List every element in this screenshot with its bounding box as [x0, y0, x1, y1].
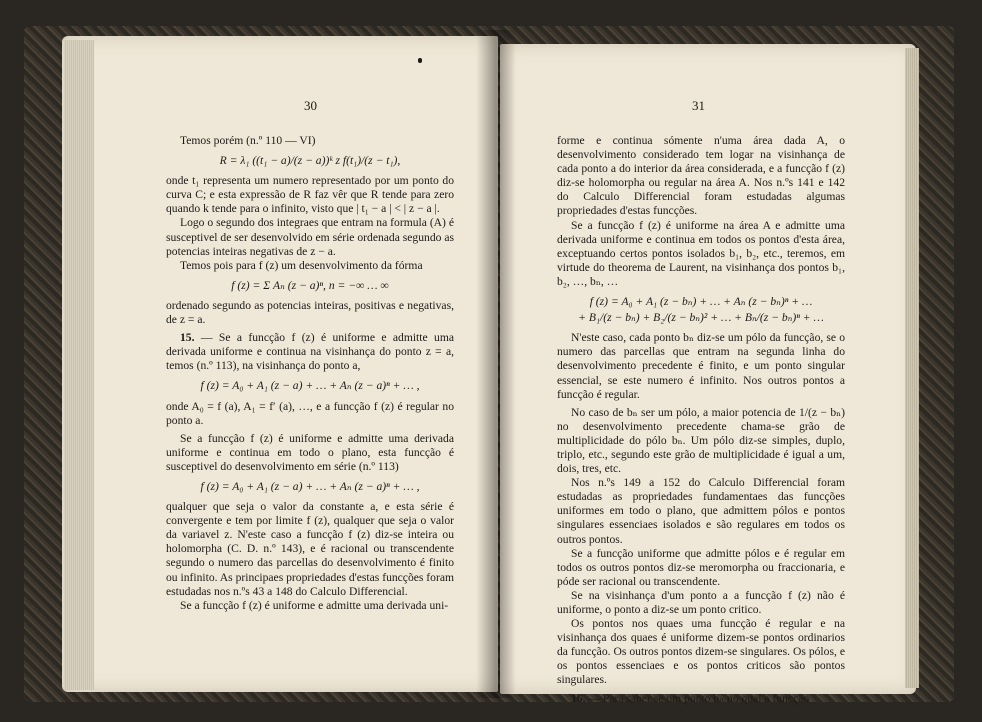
paragraph: Se a funcção f (z) é uniforme na área A e admitte uma derivada uniforme e continua em todos os pontos d'esta área, exceptuando certos pontos isolados b₁, b₂, etc., teremos, em virtude do theorema de Laurent, na visinhança dos pontos b₁, b₂, …, bₙ, …	[557, 218, 845, 288]
paragraph: Se a funcção uniforme que admitte pólos e é regular em todos os outros pontos diz-se meromorpha ou fraccionaria, e póde ser racional ou transcendente.	[557, 546, 845, 588]
right-page-edges	[905, 48, 919, 688]
formula-R: R = λ₁ ((t₁ − a)/(z − a))ᵏ z f(t₁)/(z − t₁),	[219, 154, 401, 168]
paragraph: N'este caso, cada ponto bₙ diz-se um pólo da funcção, se o numero das parcellas que entram na segunda linha do desenvolvimento precedente é finito, e um ponto singular essencial, se este numero é infinito. Nos outros pontos a funcção é regular.	[557, 331, 845, 401]
book-spine	[476, 30, 516, 698]
formula-sum: f (z) = Σ Aₙ (z − a)ⁿ, n = −∞ … ∞	[231, 278, 389, 292]
paragraph: Temos porém (n.º 110 — VI)	[180, 134, 316, 147]
section-16	[557, 692, 845, 706]
paragraph: ordenado segundo as potencias inteiras, positivas e negativas, de z = a.	[166, 298, 454, 327]
formula-taylor: f (z) = A₀ + A₁ (z − a) + … + Aₙ (z − a)ⁿ + … ,	[200, 379, 420, 393]
paragraph: Se a funcção f (z) é uniforme e admitte uma derivada uniforme e continua em todo o plano, esta funcção é susceptivel do desenvolvimento em série (n.º 113)	[166, 431, 454, 473]
page-number-left: 30	[304, 98, 317, 113]
section-text: — Para saber se um ponto bₙ no qual a funcção	[588, 691, 810, 705]
paragraph: qualquer que seja o valor da constante a, e esta série é convergente e tem por limite f (z), qualquer que seja o valor da variavel z. N'este caso a funcção f (z) diz-se inteira ou holomorpha (C. D. n.º 143), e é racional ou transcendente segundo o numero das parcellas do desenvolvimento é finito ou infinito. As principaes propriedades d'estas funcções foram estudadas nos n.ºs 43 a 148 do Calculo Differencial.	[166, 500, 454, 598]
formula-laurent-line-1: f (z) = A₀ + A₁ (z − bₙ) + … + Aₙ (z − bₙ)ⁿ + …	[589, 295, 813, 309]
paragraph: Nos n.ºs 149 a 152 do Calculo Differencial foram estudadas as propriedades fundamentaes das funcções uniformes em todo o plano, que admittem pólos e pontos singulares essenciaes isolados e são regulares em todos os outros pontos.	[557, 476, 845, 546]
left-page-edges	[64, 40, 94, 690]
formula-entire: f (z) = A₀ + A₁ (z − a) + … + Aₙ (z − a)ⁿ + … ,	[200, 479, 420, 493]
paragraph: Temos pois para f (z) um desenvolvimento da fórma	[180, 258, 423, 272]
section-number: 16.	[571, 691, 586, 705]
right-page-text	[557, 134, 845, 706]
paragraph: Logo o segundo dos integraes que entram na formula (A) é susceptivel de ser desenvolvido em série ordenada segundo as potencias inteiras negativas de z − a.	[166, 216, 454, 258]
paragraph: Os pontos nos quaes uma funcção é regular e na visinhança dos quaes é uniforme dizem-se pontos ordinarios da funcção. Os outros pontos dizem-se singulares. Os pólos, e os pontos essenciaes e os pontos criticos são pontos singulares.	[557, 617, 845, 687]
paragraph: No caso de bₙ ser um pólo, a maior potencia de 1/(z − bₙ) no desenvolvimento precedente chama-se grão de multiplicidade do pólo bₙ. Um pólo diz-se simples, duplo, triplo, etc., segundo este grão de multiplicidade é igual a um, dois, tres, etc.	[557, 405, 845, 476]
formula-laurent-line-2: + B₁/(z − bₙ) + B₂/(z − bₙ)² + … + Bₙ/(z − bₙ)ⁿ + …	[578, 311, 824, 325]
section-text: — Se a funcção f (z) é uniforme e admitte uma derivada uniforme e continua na visinhança do ponto z = a, temos (n.º 113), na visinhança do ponto a,	[166, 331, 454, 373]
paragraph: onde A₀ = f (a), A₁ = f′ (a), …, e a funcção f (z) é regular no ponto a.	[166, 399, 454, 427]
paragraph: Se a funcção f (z) é uniforme e admitte uma derivada uni-	[180, 598, 449, 612]
paragraph: forme e continua sómente n'uma área dada A, o desenvolvimento considerado tem logar na visinhança de cada ponto a do interior da área considerada, e a funcção f (z) diz-se holomorpha ou regular na área A. Nos n.ºs 141 e 142 do Calculo Differencial foram estudadas algumas propriedades d'estas funcções.	[557, 134, 845, 218]
paragraph: onde t₁ representa um numero representado por um ponto do curva C; e esta expressão de R faz vêr que R tende para zero quando k tende para o infinito, visto que | t₁ − a | < | z − a |.	[166, 174, 454, 216]
section-number: 15.	[180, 331, 195, 345]
paragraph: Se na visinhança d'um ponto a a funcção f (z) não é uniforme, o ponto a diz-se um ponto critico.	[557, 588, 845, 616]
section-15	[166, 331, 454, 373]
left-page-text	[166, 134, 454, 613]
ink-mark	[418, 58, 422, 63]
page-number-right: 31	[692, 98, 705, 113]
